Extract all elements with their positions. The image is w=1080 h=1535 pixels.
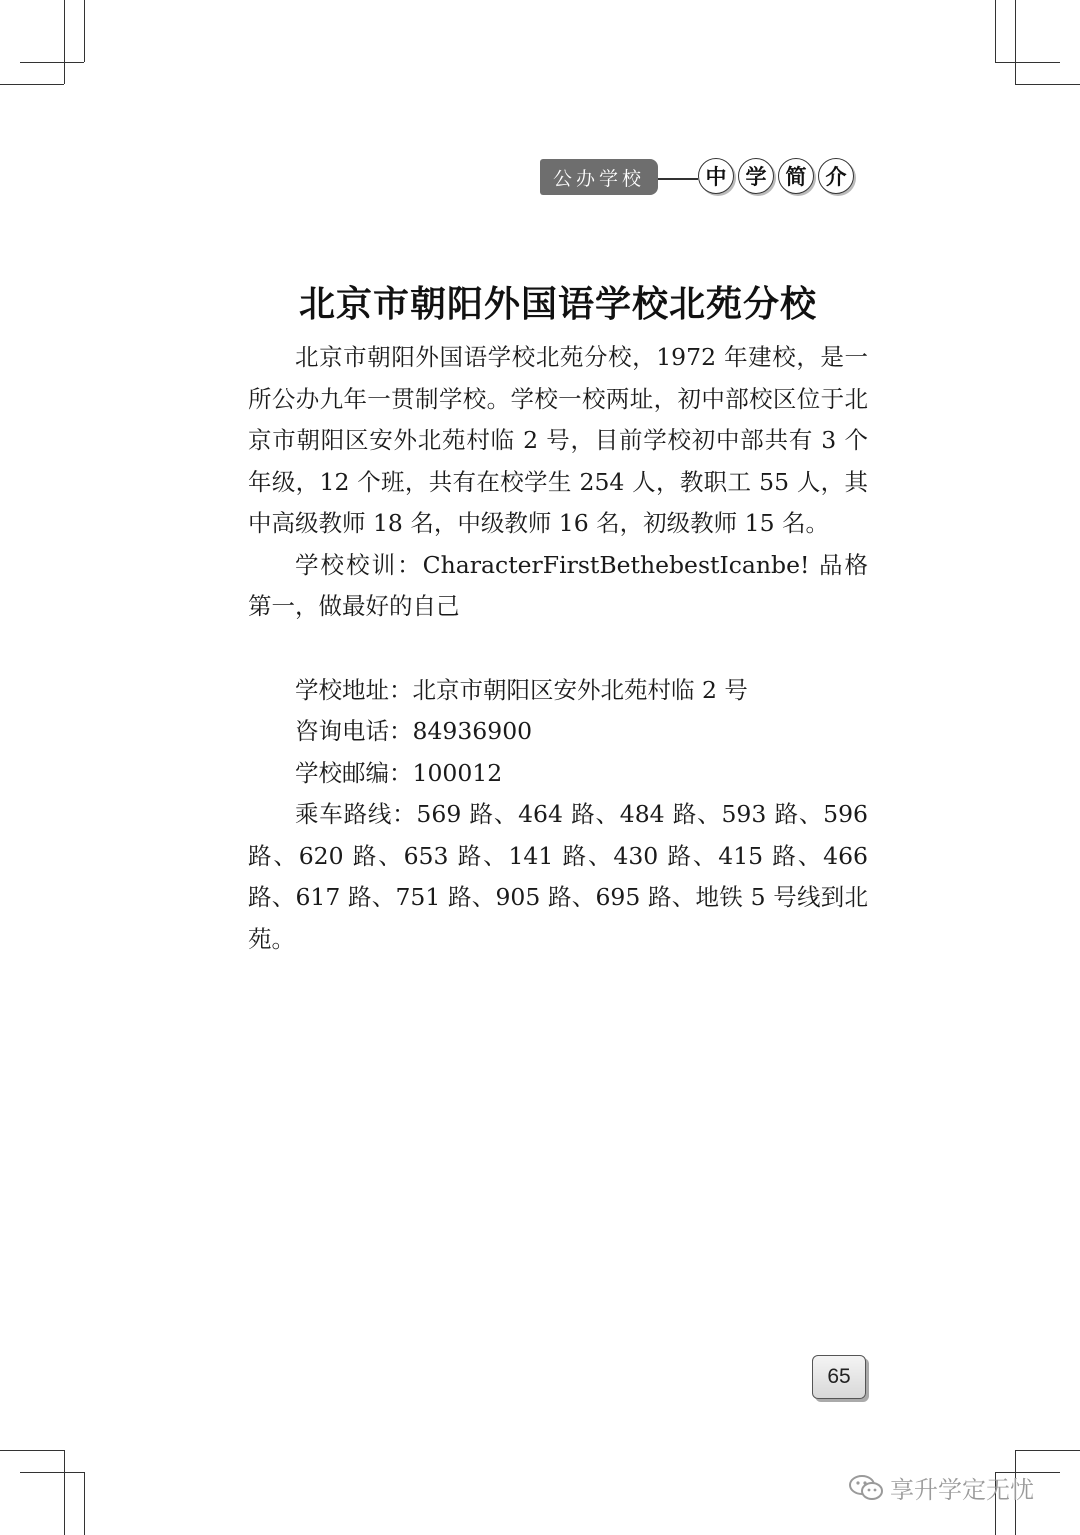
watermark <box>848 1470 1034 1505</box>
section-tag: 公办学校 <box>540 159 658 195</box>
crop-mark <box>64 1450 65 1535</box>
series-char: 介 <box>818 158 854 194</box>
crop-mark <box>84 0 85 62</box>
crop-mark <box>20 62 84 63</box>
series-char: 简 <box>778 158 814 194</box>
page-title: 北京市朝阳外国语学校北苑分校 <box>298 284 817 325</box>
crop-mark <box>0 1450 64 1451</box>
series-char: 学 <box>738 158 774 194</box>
intro-paragraph: 北京市朝阳外国语学校北苑分校，1972 年建校，是一所公办九年一贯制学校。学校一校两址，初中部校区位于北京市朝阳区安外北苑村临 2 号，目前学校初中部共有 3 个年级，12 个班，共有在校学生 254 人，教职工 55 人，其中高级教师 18 名，中级教师 16 名，初级教师 15 名。 <box>248 343 868 537</box>
crop-mark <box>1015 84 1080 85</box>
article-body <box>248 337 868 960</box>
crop-mark <box>995 0 996 62</box>
crop-mark <box>1015 0 1016 84</box>
crop-mark <box>20 1472 84 1473</box>
address-line: 学校地址：北京市朝阳区安外北苑村临 2 号 <box>295 675 748 704</box>
header-connector <box>658 178 698 180</box>
crop-mark <box>0 84 64 85</box>
page-number: 65 <box>812 1355 866 1399</box>
crop-mark <box>995 62 1060 63</box>
crop-mark <box>84 1472 85 1535</box>
watermark-text: 享升学定无忧 <box>890 1476 1034 1504</box>
postcode-line: 学校邮编：100012 <box>295 758 503 787</box>
crop-mark <box>1015 1450 1080 1451</box>
wechat-icon <box>848 1474 884 1502</box>
series-char: 中 <box>698 158 734 194</box>
series-title <box>698 158 854 194</box>
motto-paragraph: 学校校训：CharacterFirstBethebestIcanbe! 品格第一，做最好的自己 <box>248 550 868 620</box>
crop-mark <box>64 0 65 84</box>
routes-line: 乘车路线：569 路、464 路、484 路、593 路、596 路、620 路、653 路、141 路、430 路、415 路、466 路、617 路、751 路、905 路、695 路、地铁 5 号线到北苑。 <box>248 800 868 953</box>
phone-line: 咨询电话：84936900 <box>295 717 533 745</box>
